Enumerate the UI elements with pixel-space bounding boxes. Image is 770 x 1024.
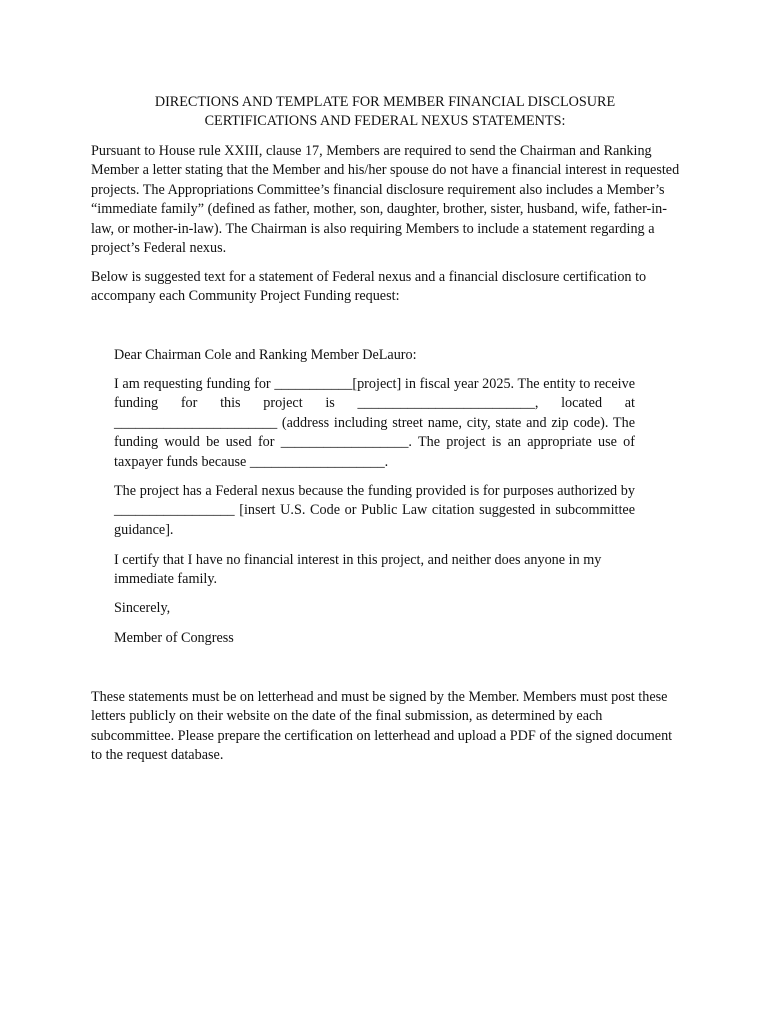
letter-nexus-paragraph: The project has a Federal nexus because the funding provided is for purposes authorized by _________________ [insert U.S. Code or Public Law citation suggested in subcommittee guidance].	[114, 483, 635, 538]
letter-request-paragraph: I am requesting funding for ___________[project] in fiscal year 2025. The entity to receive funding for this project is _________________________, located at _______________________ (address including street name, city, state and zip code). The funding would be used for __________________. The project is an appropriate use of taxpayer funds because ___________________.	[114, 376, 635, 470]
suggested-text-paragraph: Below is suggested text for a statement of Federal nexus and a financial disclosure certification to accompany each Community Project Funding request:	[91, 269, 647, 305]
letter-certification-paragraph: I certify that I have no financial interest in this project, and neither does anyone in my immediate family.	[114, 552, 602, 588]
letter-closing: Sincerely,	[114, 600, 171, 616]
letter-salutation: Dear Chairman Cole and Ranking Member DeLauro:	[114, 347, 417, 363]
title-line-2: CERTIFICATIONS AND FEDERAL NEXUS STATEMENTS:	[204, 113, 566, 130]
letter-signature: Member of Congress	[114, 630, 234, 646]
intro-paragraph: Pursuant to House rule XXIII, clause 17, Members are required to send the Chairman and Ranking Member a letter stating that the Member and his/her spouse do not have a financial interest in requested projects. The Appropriations Committee’s financial disclosure requirement also includes a Member’s “immediate family” (defined as father, mother, son, daughter, brother, sister, husband, wife, father-in-law, or mother-in-law). The Chairman is also requiring Members to include a statement regarding a project’s Federal nexus.	[91, 143, 680, 257]
title-line-1: DIRECTIONS AND TEMPLATE FOR MEMBER FINANCIAL DISCLOSURE	[154, 94, 616, 110]
closing-paragraph: These statements must be on letterhead and must be signed by the Member. Members must post these letters publicly on their website on the date of the final submission, as determined by each subcommittee. Please prepare the certification on letterhead and upload a PDF of the signed document to the request database.	[91, 689, 673, 764]
document-title	[90, 93, 680, 132]
